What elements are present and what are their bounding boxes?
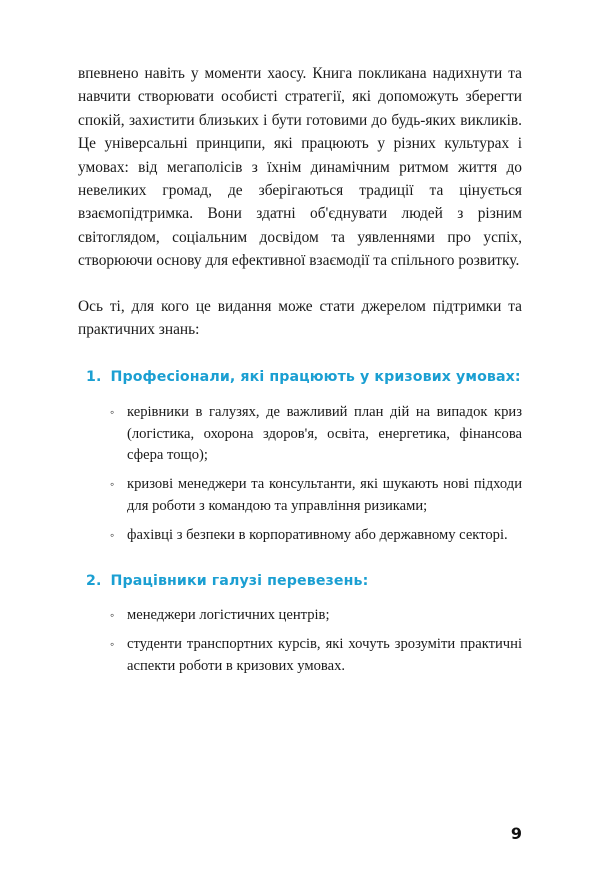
list-item [110,525,522,547]
body-paragraph-intro: Ось ті, для кого це видання може стати джерелом підтримки та практичних знань: [78,297,522,339]
list-section-2 [78,571,522,678]
section-number-1: 1. [86,369,102,386]
list-item-text: кризові менеджери та консультанти, які шукають нові підходи для роботи з командою та управління ризиками; [127,476,522,515]
section-title-2: Працівники галузі перевезень: [110,572,369,589]
bullet-list-1 [78,402,522,547]
circle-bullet-icon: ◦ [110,637,115,652]
section-heading-1 [78,367,522,387]
circle-bullet-icon: ◦ [110,477,115,492]
circle-bullet-icon: ◦ [110,528,115,543]
list-section-1 [78,367,522,547]
list-item-text: керівники в галузях, де важливий план дій на випадок криз (логістика, охорона здоров'я, освіта, енергетика, фінансова сфера тощо); [127,403,522,464]
list-item [110,474,522,518]
page-number: 9 [510,824,522,843]
list-item-text: студенти транспортних курсів, які хочуть зрозуміти практичні аспекти роботи в кризових умовах. [127,636,522,674]
list-item [110,634,522,678]
list-item [110,605,522,627]
section-heading-2 [78,571,522,591]
bullet-list-2 [78,605,522,678]
section-title-1: Професіонали, які працюють у кризових умовах: [110,369,521,386]
list-item-text: фахівці з безпеки в корпоративному або державному секторі. [127,527,508,544]
body-paragraph-continuation: впевнено навіть у моменти хаосу. Книга покликана надихнути та навчити створювати особисті стратегії, які допоможуть зберегти спокій, захистити близьких і бути готовими до будь-яких викликів. Це універсальні принципи, які працюють у різних культурах і умовах: від мегаполісів з їхнім динамічним ритмом життя до невеликих громад, де зберігаються традиції та цінується взаємопідтримка. Вони здатні об'єднувати людей з різним світоглядом, соціальним досвідом та уявленнями про успіх, створюючи основу для ефективної взаємодії та спільного розвитку. [78,65,522,270]
circle-bullet-icon: ◦ [110,608,115,623]
section-number-2: 2. [86,572,102,589]
list-item-text: менеджери логістичних центрів; [127,607,330,624]
circle-bullet-icon: ◦ [110,404,115,419]
list-item [110,402,522,468]
